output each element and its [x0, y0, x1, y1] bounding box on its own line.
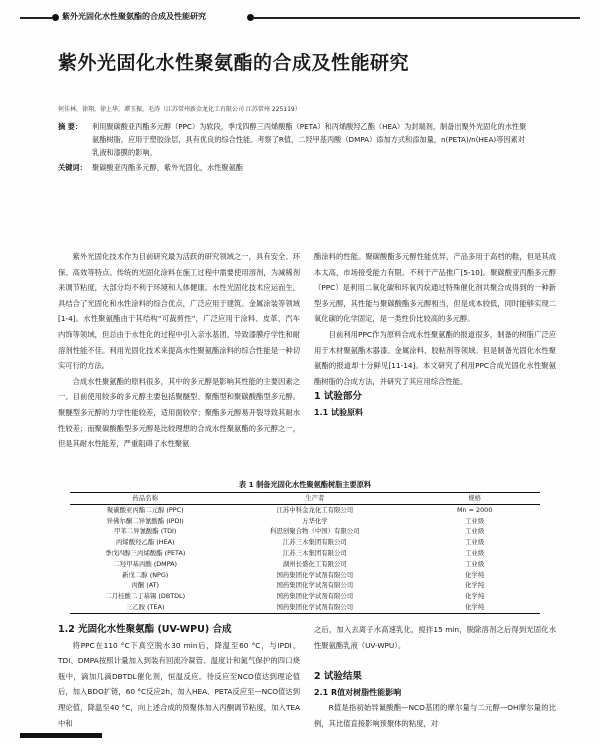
table-cell: 国药集团化学试剂有限公司 — [276, 570, 354, 579]
table-row — [70, 559, 540, 570]
table-cell: 季戊四醇三丙烯酸酯 (PETA) — [105, 548, 186, 557]
synthesis-continued-paragraph: 之后，加入去离子水高速乳化，搅拌15 min，脱除溶剂之后得到光固化水性聚氨酯乳液（UV-WPU）。 — [314, 625, 556, 650]
running-title: 紫外光固化水性聚氨酯的合成及性能研究 — [62, 12, 206, 21]
intro-paragraph-2: 合成水性聚氨酯的原料很多，其中的多元醇是影响其性能的主要因素之一。目前使用较多的多元醇主要包括聚醚型、聚酯型和聚碳酸酯型多元醇。聚醚型多元醇的力学性能较差，适用面较窄；聚酯多元醇易开裂导致其耐水性较差；而聚碳酸酯型多元醇是比较理想的合成水性聚氨酯的多元醇之一，但是其耐水性能差，严重阻碍了水性聚氨 — [58, 376, 300, 449]
running-header — [20, 10, 580, 24]
table-cell: 三乙胺 (TEA) — [70, 602, 220, 613]
table-cell: 国药集团化学试剂有限公司 — [276, 581, 354, 590]
paper-title: 紫外光固化水性聚氨酯的合成及性能研究 — [58, 52, 410, 74]
table-cell: 江苏三木集团有限公司 — [282, 548, 347, 557]
table-cell: 化学纯 — [465, 570, 485, 579]
table-header-cell: 规格 — [409, 493, 540, 505]
table-cell: 异佛尔酮二异氰酸酯 (IPDI) — [106, 516, 184, 525]
table-cell: 湖州长盛化工有限公司 — [282, 559, 347, 568]
synthesis-paragraph: 将PPC在110 °C下真空脱水30 min后，降温至60 °C，与IPDI、TDI、DMPA按照计量加入到装有回流冷凝管、温度计和氮气保护的四口烧瓶中，滴加几滴DBTDL催化剂，恒温反应。待反应至NCO值达到理论值后，加入BDO扩链，60 °C反应2h，加入HEA、PETA反应至—NCO值达到理论值，降温至40 °C，向上述合成的预聚体加入丙酮调节粘度，加入TEA中和 — [58, 640, 300, 728]
intro-paragraph-1: 紫外光固化技术作为目前研究最为活跃的研究领域之一，具有安全、环保、高效等特点。传统的光固化涂料在施工过程中需要使用溶剂，为减稀剂来调节粘度，大部分均不利于环境和人体健康。水性光固化技术应运而生，具结合了光固化和水性涂料的综合优点，广泛应用于建筑、金属涂装等领域[1-4]。水性聚氨酯由于其结构“可裁剪性”，广泛应用于涂料、皮革、汽车内饰等领域，但总由于水性化的过程中引入亲水基团，导致漆膜疗学性和耐溶剂性能不佳。利用光固化技术来提高水性聚氨酯涂料的综合性能是一种切实可行的方法。 — [58, 252, 300, 371]
materials-table — [70, 492, 540, 614]
abstract-text: 利用聚碳酸亚丙酯多元醇（PPC）为软段，季戊四醇三丙烯酸酯（PETA）和丙烯酸羟乙酯（HEA）为封端剂，制备出聚外光固化的水性聚氨酯树脂，应用于塑胶涂层，具有优良的综合性能。考察了R值，二羟甲基丙酸（DMPA）添加方式和添加量，n(PETA)/n(HEA)等因素对乳液和漆膜的影响。 — [92, 122, 527, 157]
keywords-text: 聚碳酸亚丙酯多元醇，紫外光固化，水性聚氨酯 — [92, 163, 243, 172]
footer-bar — [20, 733, 102, 738]
r-value-paragraph: R值是指初始异氰酸酯—NCO基团的摩尔量与二元醇—OH摩尔量的比例，其比值直接影响预聚体的粘度，对 — [314, 703, 556, 728]
table-cell: 丙酮 (AT) — [131, 581, 159, 590]
table-header-cell: 药品名称 — [70, 493, 220, 505]
table-row — [70, 516, 540, 527]
table-cell: Mn = 2000 — [457, 505, 493, 514]
header-rule-right — [252, 17, 580, 19]
table-cell: 工业级 — [465, 516, 485, 525]
table-row — [70, 504, 540, 515]
keywords — [58, 161, 528, 174]
keywords-label: 关键词： — [58, 163, 87, 172]
table-row — [70, 537, 540, 548]
table-header-row — [70, 493, 540, 505]
table-row — [70, 580, 540, 591]
table-row — [70, 570, 540, 581]
section-2-1-heading: 2.1 R值对树脂性能影响 — [314, 687, 402, 697]
materials-table-block — [70, 480, 540, 614]
section-1-2-heading: 1.2 光固化水性聚氨酯 (UV-WPU) 合成 — [58, 624, 232, 635]
table-cell: 工业级 — [465, 548, 485, 557]
table-row — [70, 591, 540, 602]
intro-paragraph-4: 目前利用PPC作为原料合成水性聚氨酯的报道很多，制备的树脂广泛应用于木材聚氨酯木器漆、金属涂料、胶粘剂等领域。但是制备光固化水性聚氨酯的报道却十分鲜见[11-14]。本文研究了利用PPC合成光固化水性聚氨酯树脂的合成方法，并研究了其应用综合性能。 — [314, 329, 556, 386]
table-cell: 新戊二醇 (NPG) — [122, 570, 169, 579]
abstract — [58, 120, 528, 159]
table-cell: 江苏中科金龙化工有限公司 — [276, 505, 354, 514]
table-cell: 化学纯 — [409, 602, 540, 613]
table-cell: 工业级 — [465, 538, 485, 547]
header-rule-left — [20, 17, 52, 19]
table-cell: 丙烯酸羟乙酯 (HEA) — [115, 538, 175, 547]
section-2-heading: 2 试验结果 — [314, 671, 362, 683]
table-cell: 工业级 — [465, 527, 485, 536]
table-cell: 国药集团化学试剂有限公司 — [220, 602, 409, 613]
intro-paragraph-3: 酯涂料的性能。聚碳酸酯多元醇性能优异，产品多用于高档的鞋，但是其成本太高，市场接受能力有限。不利于产品推广[5-10]。聚碳酸亚丙酯多元醇（PPC）是利用二氧化碳和环氧丙烷通过特殊催化剂共聚合成得到的一种新型多元醇，其性能与聚碳酸酯多元醇相当，但是成本较低，同时能够实现二氧化碳的化学固定，是一类性价比较高的多元醇。 — [314, 252, 556, 324]
table-cell: 江苏三木集团有限公司 — [282, 538, 347, 547]
table-cell: 工业级 — [465, 559, 485, 568]
table-cell: 二月桂酸二丁基锡 (DBTDL) — [105, 592, 186, 601]
right-column-top — [314, 249, 556, 421]
header-bullet-left — [52, 14, 59, 21]
table-cell: 化学纯 — [465, 581, 485, 590]
left-column-top — [58, 249, 300, 452]
table-cell: 万华化学 — [302, 516, 328, 525]
table-row — [70, 526, 540, 537]
abstract-label: 摘 要： — [58, 122, 83, 131]
table-header-cell: 生产者 — [220, 493, 409, 505]
table-cell: 化学纯 — [465, 592, 485, 601]
table-row — [70, 602, 540, 613]
author-line: 何佳林，徐翔，徐上华，谭玉振，毛涛（江苏常州新金龙化工有限公司 江苏常州 225119） — [58, 106, 301, 113]
table-cell: 聚碳酸亚丙酯二元醇 (PPC) — [106, 505, 184, 514]
section-1-heading: 1 试验部分 — [314, 391, 362, 403]
left-column-bottom — [58, 622, 300, 731]
table-cell: 国药集团化学试剂有限公司 — [276, 592, 354, 601]
table-cell: 二羟甲基丙酸 (DMPA) — [113, 559, 178, 568]
right-column-bottom — [314, 622, 556, 732]
table-cell: 甲苯二异氰酸酯 (TDI) — [113, 527, 177, 536]
table-caption: 表 1 制备光固化水性聚氨酯树脂主要原料 — [238, 480, 372, 489]
table-row — [70, 548, 540, 559]
table-cell: 科思创聚合物（中国）有限公司 — [270, 527, 360, 536]
section-1-1-heading: 1.1 试验原料 — [314, 407, 363, 417]
abstract-block — [58, 120, 528, 174]
